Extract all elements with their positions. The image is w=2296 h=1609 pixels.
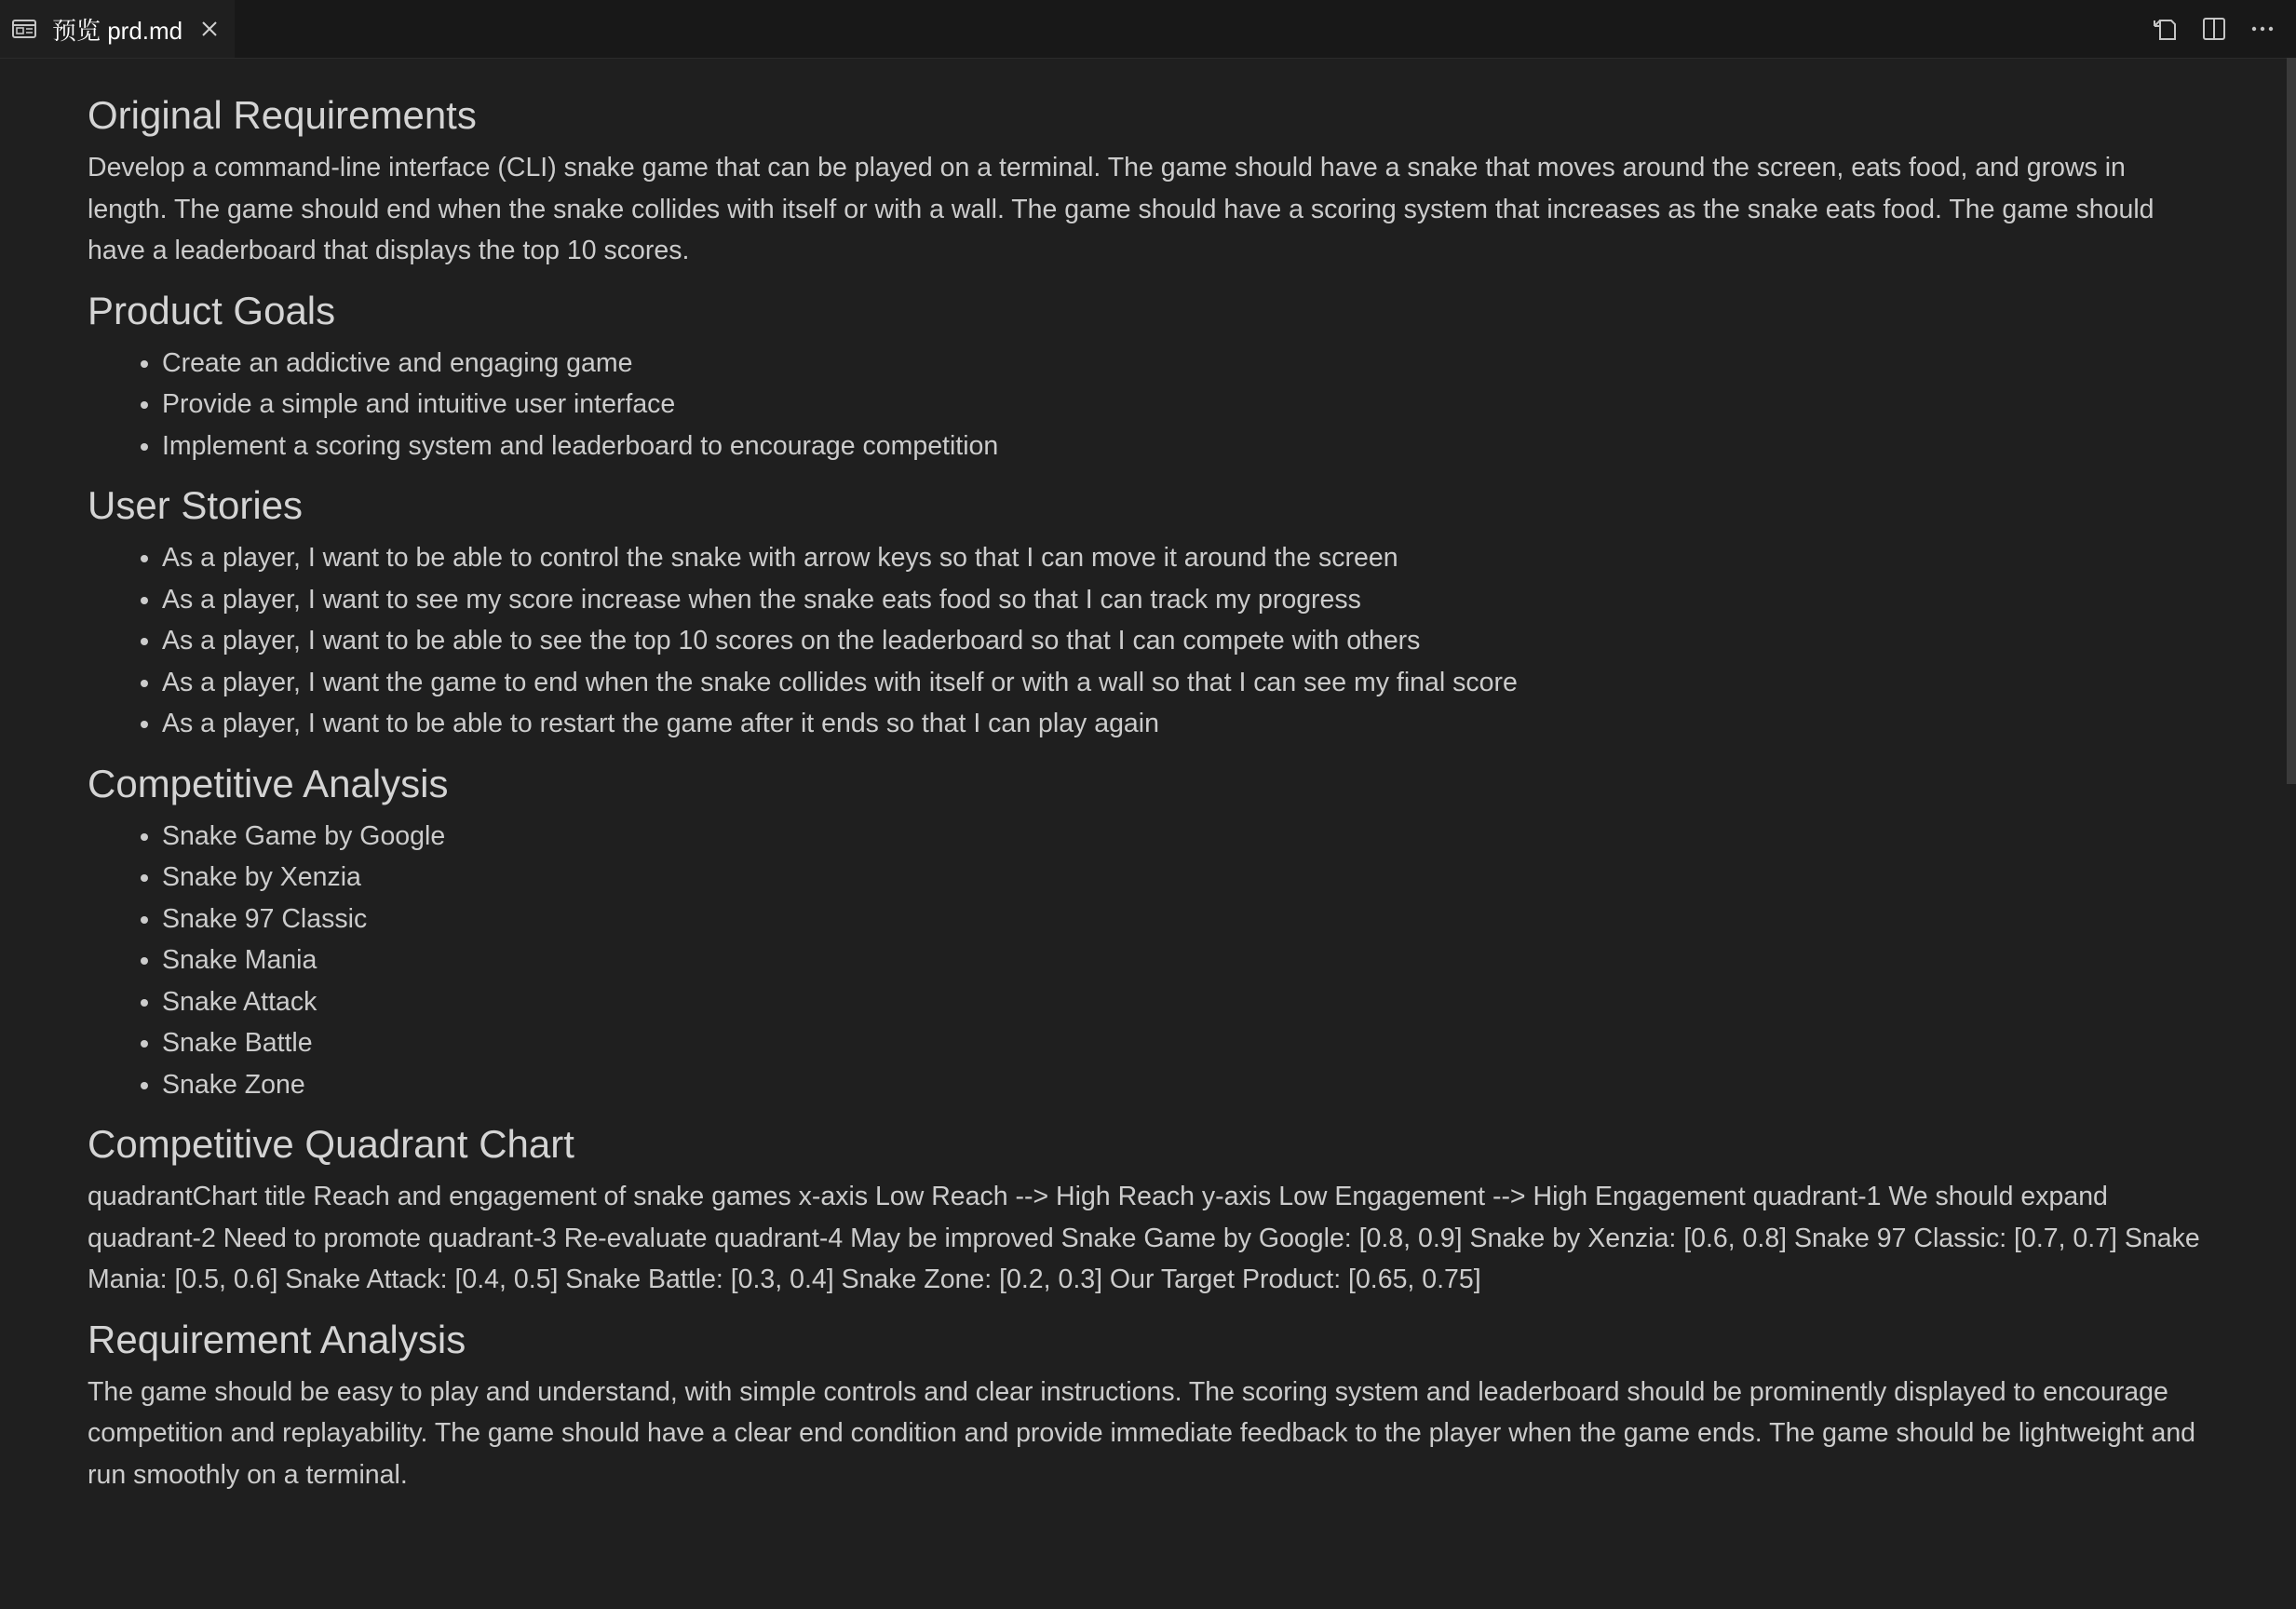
markdown-preview[interactable] xyxy=(0,58,2287,1609)
competitive-analysis-list xyxy=(88,816,2201,1106)
tab-title: 预览 prd.md xyxy=(52,16,183,45)
product-goals-list xyxy=(88,343,2201,467)
list-item: • Snake Zone xyxy=(162,1064,2201,1106)
heading-original-requirements: Original Requirements xyxy=(88,93,477,137)
heading-requirement-analysis: Requirement Analysis xyxy=(88,1317,466,1361)
list-item: • Create an addictive and engaging game xyxy=(162,343,2201,385)
more-actions-icon[interactable] xyxy=(2248,14,2277,44)
list-item: • As a player, I want the game to end when the snake collides with itself or with a wall so that I can see my final score xyxy=(162,662,2201,704)
list-item: • Snake Battle xyxy=(162,1022,2201,1064)
editor-tab-bar xyxy=(0,0,2296,59)
list-item: • Provide a simple and intuitive user interface xyxy=(162,384,2201,426)
list-item: • Snake Attack xyxy=(162,981,2201,1023)
quadrant-chart-text: quadrantChart title Reach and engagement of snake games x-axis Low Reach --> High Reach y-axis Low Engagement --> High Engagement quadrant-1 We should expand quadrant-2 Need to promote quadrant-3 Re-evaluate quadrant-4 May be improved Snake Game by Google: [0.8, 0.9] Snake by Xenzia: [0.6, 0.8] Snake 97 Classic: [0.7, 0.7] Snake Mania: [0.5, 0.6] Snake Attack: [0.4, 0.5] Snake Battle: [0.3, 0.4] Snake Zone: [0.2, 0.3] Our Target Product: [0.65, 0.75] xyxy=(88,1182,2200,1294)
tab-preview-prd[interactable] xyxy=(0,0,235,58)
preview-icon xyxy=(11,18,39,40)
editor-toolbar xyxy=(2151,0,2277,58)
heading-user-stories: User Stories xyxy=(88,483,304,527)
list-item: • Snake by Xenzia xyxy=(162,857,2201,899)
heading-product-goals: Product Goals xyxy=(88,288,336,332)
close-icon[interactable] xyxy=(199,19,220,39)
scrollbar-thumb[interactable] xyxy=(2287,58,2296,784)
list-item: • Snake Game by Google xyxy=(162,816,2201,858)
requirement-analysis-text: The game should be easy to play and understand, with simple controls and clear instructions. The scoring system and leaderboard should be prominently displayed to encourage competition and replayability. The game should have a clear end condition and provide immediate feedback to the player when the game ends. The game should be lightweight and run smoothly on a terminal. xyxy=(88,1376,2196,1490)
heading-competitive-analysis: Competitive Analysis xyxy=(88,761,449,805)
list-item: • As a player, I want to be able to see the top 10 scores on the leaderboard so that I can compete with others xyxy=(162,620,2201,662)
open-source-icon[interactable] xyxy=(2151,14,2181,44)
original-requirements-text: Develop a command-line interface (CLI) snake game that can be played on a terminal. The game should have a snake that moves around the screen, eats food, and grows in length. The game should end when the snake collides with itself or with a wall. The game should have a scoring system that increases as the snake eats food. The game should have a leaderboard that displays the top 10 scores. xyxy=(88,153,2154,265)
list-item: • As a player, I want to be able to restart the game after it ends so that I can play again xyxy=(162,703,2201,745)
list-item: • Snake Mania xyxy=(162,940,2201,981)
list-item: • As a player, I want to see my score increase when the snake eats food so that I can track my progress xyxy=(162,579,2201,621)
list-item: • Snake 97 Classic xyxy=(162,899,2201,940)
user-stories-list xyxy=(88,537,2201,745)
vertical-scrollbar[interactable] xyxy=(2287,58,2296,1609)
split-editor-icon[interactable] xyxy=(2199,14,2229,44)
list-item: • Implement a scoring system and leaderboard to encourage competition xyxy=(162,426,2201,467)
document xyxy=(88,91,2201,1510)
heading-competitive-quadrant-chart: Competitive Quadrant Chart xyxy=(88,1122,574,1166)
list-item: • As a player, I want to be able to control the snake with arrow keys so that I can move it around the screen xyxy=(162,537,2201,579)
